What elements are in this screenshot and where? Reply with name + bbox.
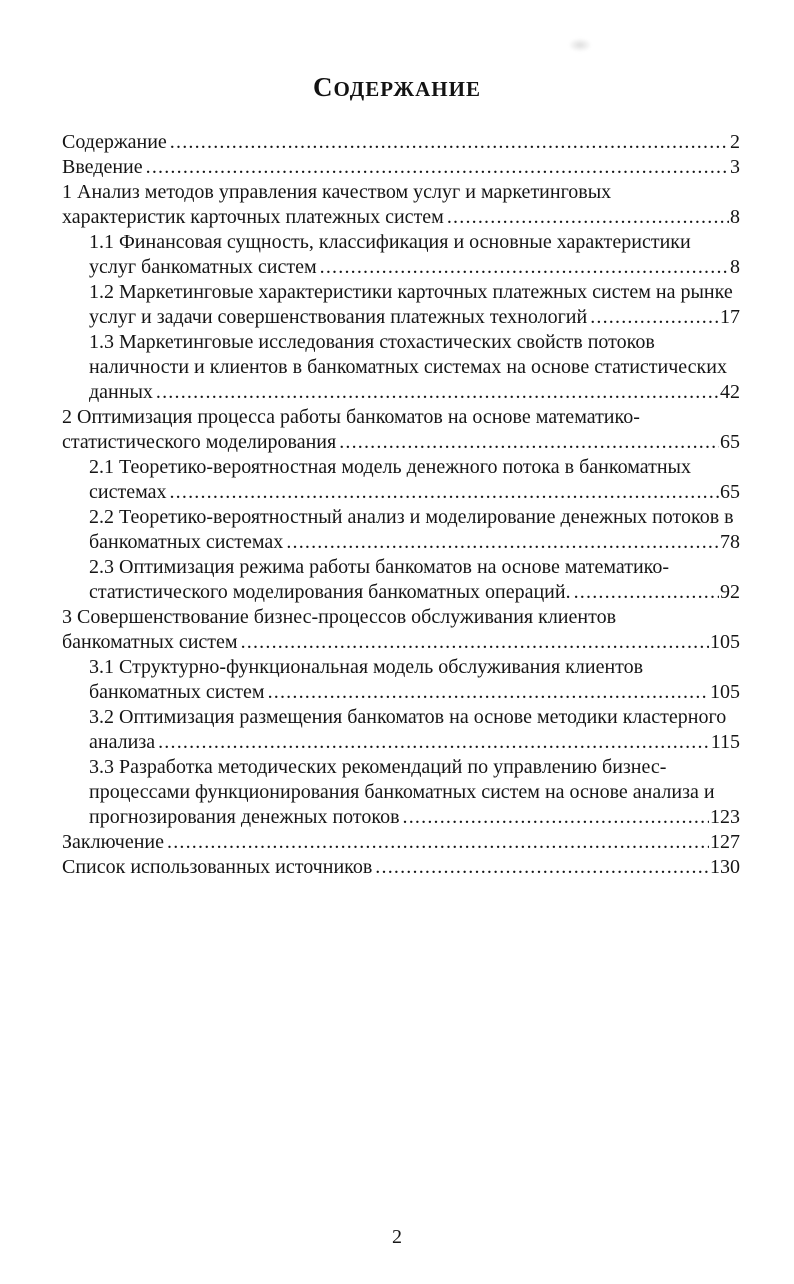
dot-leader [375,855,709,880]
toc-entry-text: 2.2 Теоретико-вероятностный анализ и моделирование денежных потоков в [89,506,734,528]
toc-line [62,380,740,405]
toc-entry-text: Содержание [62,131,167,153]
toc-entry-text: статистического моделирования банкоматных операций. [89,581,571,603]
toc-page-number: 105 [710,681,740,703]
toc-page-number: 42 [720,381,740,403]
toc-line [62,780,740,805]
toc-entry-text: банкоматных системах [89,531,284,553]
dot-leader [241,630,709,655]
toc-line [62,505,740,530]
toc-line [62,605,740,630]
toc-entry-text: Заключение [62,831,164,853]
toc-line [62,555,740,580]
toc-entry-text: 1.1 Финансовая сущность, классификация и основные характеристики [89,231,691,253]
toc-entry-text: прогнозирования денежных потоков [89,806,400,828]
toc-entry-text: 2 Оптимизация процесса работы банкоматов на основе математико- [62,406,640,428]
toc-line [62,730,740,755]
toc-entry-text: банкоматных систем [89,681,265,703]
toc-line [62,355,740,380]
toc-entry-text: Введение [62,156,143,178]
toc-entry-text: 3 Совершенствование бизнес-процессов обслуживания клиентов [62,606,617,628]
toc-page-number: 92 [720,581,740,603]
table-of-contents [62,130,740,880]
toc-page-number: 105 [710,631,740,653]
toc-line [62,655,740,680]
dot-leader [320,255,729,280]
toc-entry-text: услуг банкоматных систем [89,256,317,278]
toc-page-number: 8 [730,256,740,278]
toc-line [62,530,740,555]
toc-entry-text: характеристик карточных платежных систем [62,206,444,228]
toc-entry-text: данных [89,381,153,403]
toc-page-number: 115 [710,731,740,753]
toc-page-number: 8 [730,206,740,228]
dot-leader [590,305,719,330]
toc-entry-text: услуг и задачи совершенствования платежных технологий [89,306,588,328]
dot-leader [167,830,709,855]
toc-line [62,255,740,280]
toc-entry-text: 1.2 Маркетинговые характеристики карточных платежных систем на рынке [89,281,733,303]
toc-line [62,430,740,455]
dot-leader [169,480,719,505]
toc-line [62,805,740,830]
dot-leader [447,205,729,230]
toc-line [62,130,740,155]
toc-entry-text: статистического моделирования [62,431,337,453]
dot-leader [268,680,709,705]
toc-line [62,705,740,730]
toc-line [62,455,740,480]
dot-leader [403,805,709,830]
scan-artifact [568,38,592,52]
toc-entry-text: 1.3 Маркетинговые исследования стохастических свойств потоков [89,331,655,353]
dot-leader [170,130,729,155]
toc-page-number: 65 [720,431,740,453]
toc-page-number: 127 [710,831,740,853]
toc-entry-text: банкоматных систем [62,631,238,653]
toc-line [62,480,740,505]
toc-entry-text: 1 Анализ методов управления качеством услуг и маркетинговых [62,181,612,203]
page-title: СОДЕРЖАНИЕ [313,72,481,102]
toc-entry-text: процессами функционирования банкоматных систем на основе анализа и [89,781,715,803]
toc-line [62,230,740,255]
toc-page-number: 65 [720,481,740,503]
dot-leader [158,730,710,755]
toc-entry-text: 2.3 Оптимизация режима работы банкоматов на основе математико- [89,556,670,578]
toc-entry-text: 3.2 Оптимизация размещения банкоматов на основе методики кластерного [89,706,727,728]
toc-line [62,830,740,855]
dot-leader [339,430,719,455]
toc-line [62,305,740,330]
toc-page-number: 130 [710,856,740,878]
toc-line [62,580,740,605]
toc-entry-text: наличности и клиентов в банкоматных системах на основе статистических [89,356,727,378]
toc-entry-text: системах [89,481,167,503]
toc-entry-text: 3.3 Разработка методических рекомендаций по управлению бизнес- [89,756,667,778]
page-number: 2 [392,1226,402,1248]
toc-line [62,630,740,655]
dot-leader [146,155,729,180]
toc-entry-text: 2.1 Теоретико-вероятностная модель денежного потока в банкоматных [89,456,691,478]
toc-line [62,405,740,430]
toc-entry-text: Список использованных источников [62,856,373,878]
dot-leader [156,380,719,405]
toc-line [62,330,740,355]
toc-page-number: 2 [730,131,740,153]
toc-entry-text: 3.1 Структурно-функциональная модель обслуживания клиентов [89,656,644,678]
toc-page-number: 78 [720,531,740,553]
toc-line [62,755,740,780]
dot-leader [574,580,719,605]
toc-page-number: 3 [730,156,740,178]
toc-line [62,280,740,305]
toc-line [62,155,740,180]
toc-line [62,180,740,205]
toc-entry-text: анализа [89,731,156,753]
dot-leader [286,530,719,555]
toc-page-number: 123 [710,806,740,828]
toc-line [62,205,740,230]
toc-line [62,855,740,880]
toc-page-number: 17 [720,306,740,328]
toc-line [62,680,740,705]
